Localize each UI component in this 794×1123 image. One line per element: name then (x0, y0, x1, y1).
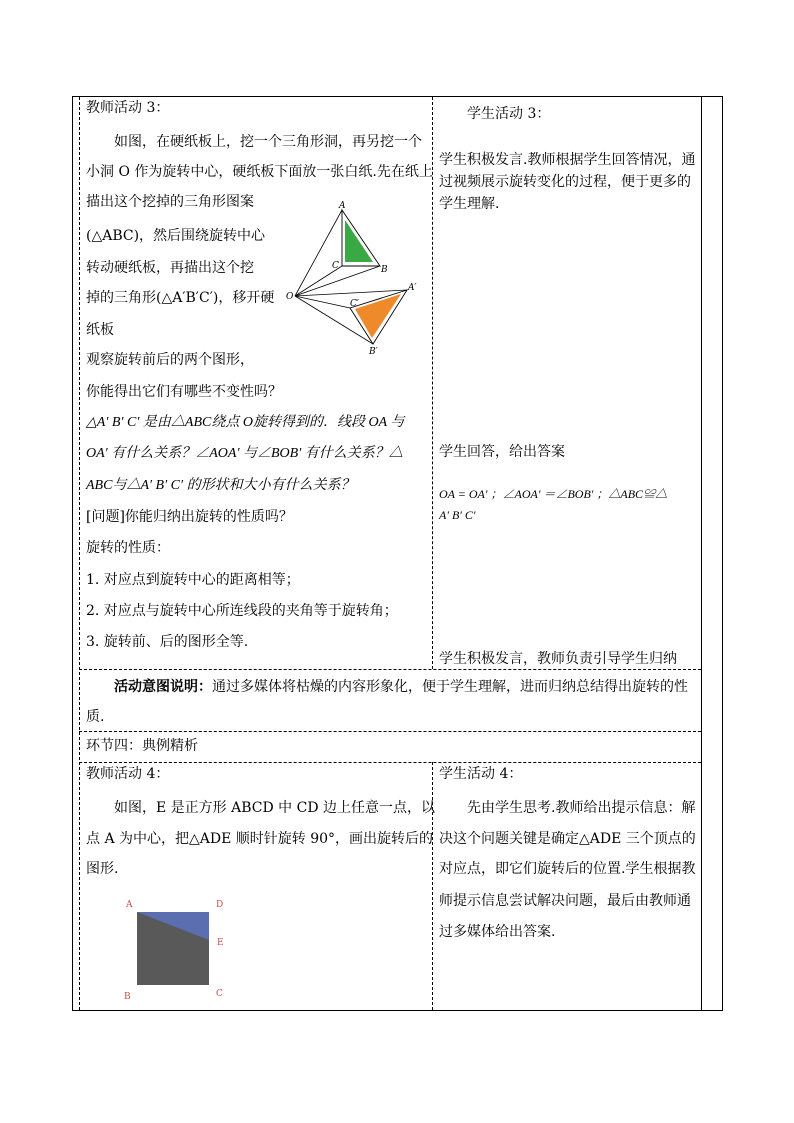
student-text: 过视频展示旋转变化的过程，便于更多的 (439, 174, 691, 190)
question-line: ABC与△A′ B′ C′ 的形状和大小有什么关系？ (86, 478, 355, 493)
paragraph-line: (△ABC)，然后围绕旋转中心 (86, 228, 266, 244)
table-top-border (72, 96, 723, 97)
table-inner-right-border (701, 96, 702, 1011)
intent-label: 活动意图说明： (114, 679, 212, 695)
teacher-activity-4-heading: 教师活动 4： (86, 766, 170, 782)
section-heading: 环节四：典例精析 (86, 738, 198, 754)
student-activity-3-heading: 学生活动 3： (467, 106, 551, 122)
fig2-label: E (217, 938, 224, 948)
property-item: 3. 旋转前、后的图形全等. (86, 634, 249, 650)
question-line: △A′ B′ C′ 是由△ABC绕点 O旋转得到的．线段 OA 与 (86, 415, 405, 430)
paragraph-line: 你能得出它们有哪些不变性吗？ (86, 384, 282, 400)
fig2-label: A (126, 900, 133, 910)
intent-text: 通过多媒体将枯燥的内容形象化，便于学生理解，进而归纳总结得出旋转的性 (212, 679, 688, 695)
paragraph-line: 图形. (86, 861, 119, 877)
paragraph-line: 如图，E 是正方形 ABCD 中 CD 边上任意一点，以 (114, 800, 436, 816)
paragraph-line: 纸板 (86, 322, 114, 338)
question-line: [问题]你能归纳出旋转的性质吗？ (86, 509, 293, 525)
fig2-label: C (216, 989, 223, 999)
paragraph-line: 如图，在硬纸板上，挖一个三角形洞，再另挖一个 (114, 134, 422, 150)
intent-text: 质. (86, 709, 105, 725)
student-text: 学生积极发言，教师负责引导学生归纳 (439, 651, 677, 667)
fig1-label: B (381, 265, 388, 275)
student-activity-4-heading: 学生活动 4： (439, 766, 523, 782)
teacher-activity-3-heading: 教师活动 3： (86, 100, 170, 116)
student-text: 对应点，即它们旋转后的位置.学生根据教 (439, 861, 696, 877)
row-divider-section-bottom (79, 762, 701, 763)
student-text: 学生理解. (439, 196, 500, 212)
student-text: 决这个问题关键是确定△ADE 三个顶点的 (439, 831, 696, 847)
property-item: 1. 对应点到旋转中心的距离相等； (86, 572, 300, 588)
student-text: 先由学生思考.教师给出提示信息：解 (467, 800, 696, 816)
student-answer: A′ B′ C′ (439, 508, 476, 522)
fig1-label: O (286, 292, 294, 302)
paragraph-line: 观察旋转前后的两个图形， (86, 352, 254, 368)
fig1-label: B′ (369, 347, 378, 357)
table-left-border (72, 96, 73, 1011)
fig1-label: C′ (350, 299, 359, 309)
student-text: 师提示信息尝试解决问题，最后由教师通 (439, 893, 691, 909)
student-text: 过多媒体给出答案. (439, 924, 556, 940)
fig1-label: C (332, 261, 339, 271)
left-inner-divider (79, 97, 80, 1010)
fig1-label: A′ (408, 283, 417, 293)
fig2-label: B (124, 992, 131, 1002)
square-figure (118, 892, 238, 1004)
fig2-label: D (216, 900, 224, 910)
student-answer: OA = OA′ ；∠AOA′ ＝∠BOB′ ；△ABC≌△ (439, 487, 668, 501)
rotation-figure (285, 198, 425, 358)
table-right-border (722, 96, 723, 1011)
paragraph-line: 掉的三角形(△A′B′C′)，移开硬 (86, 290, 275, 306)
paragraph-line: 描出这个挖掉的三角形图案 (86, 194, 254, 210)
question-line: OA′ 有什么关系？∠AOA′ 与∠BOB′ 有什么关系？△ (86, 446, 403, 461)
paragraph-line: 转动硬纸板，再描出这个挖 (86, 260, 254, 276)
property-item: 2. 对应点与旋转中心所连线段的夹角等于旋转角； (86, 603, 398, 619)
student-text: 学生回答，给出答案 (439, 444, 565, 460)
paragraph-line: 点 A 为中心，把△ADE 顺时针旋转 90°，画出旋转后的 (86, 831, 434, 847)
table-bottom-border (72, 1010, 723, 1011)
property-title: 旋转的性质： (86, 540, 170, 556)
paragraph-line: 小洞 O 作为旋转中心，硬纸板下面放一张白纸.先在纸上 (86, 164, 433, 180)
fig1-label: A (339, 201, 346, 211)
student-text: 学生积极发言.教师根据学生回答情况，通 (439, 152, 696, 168)
